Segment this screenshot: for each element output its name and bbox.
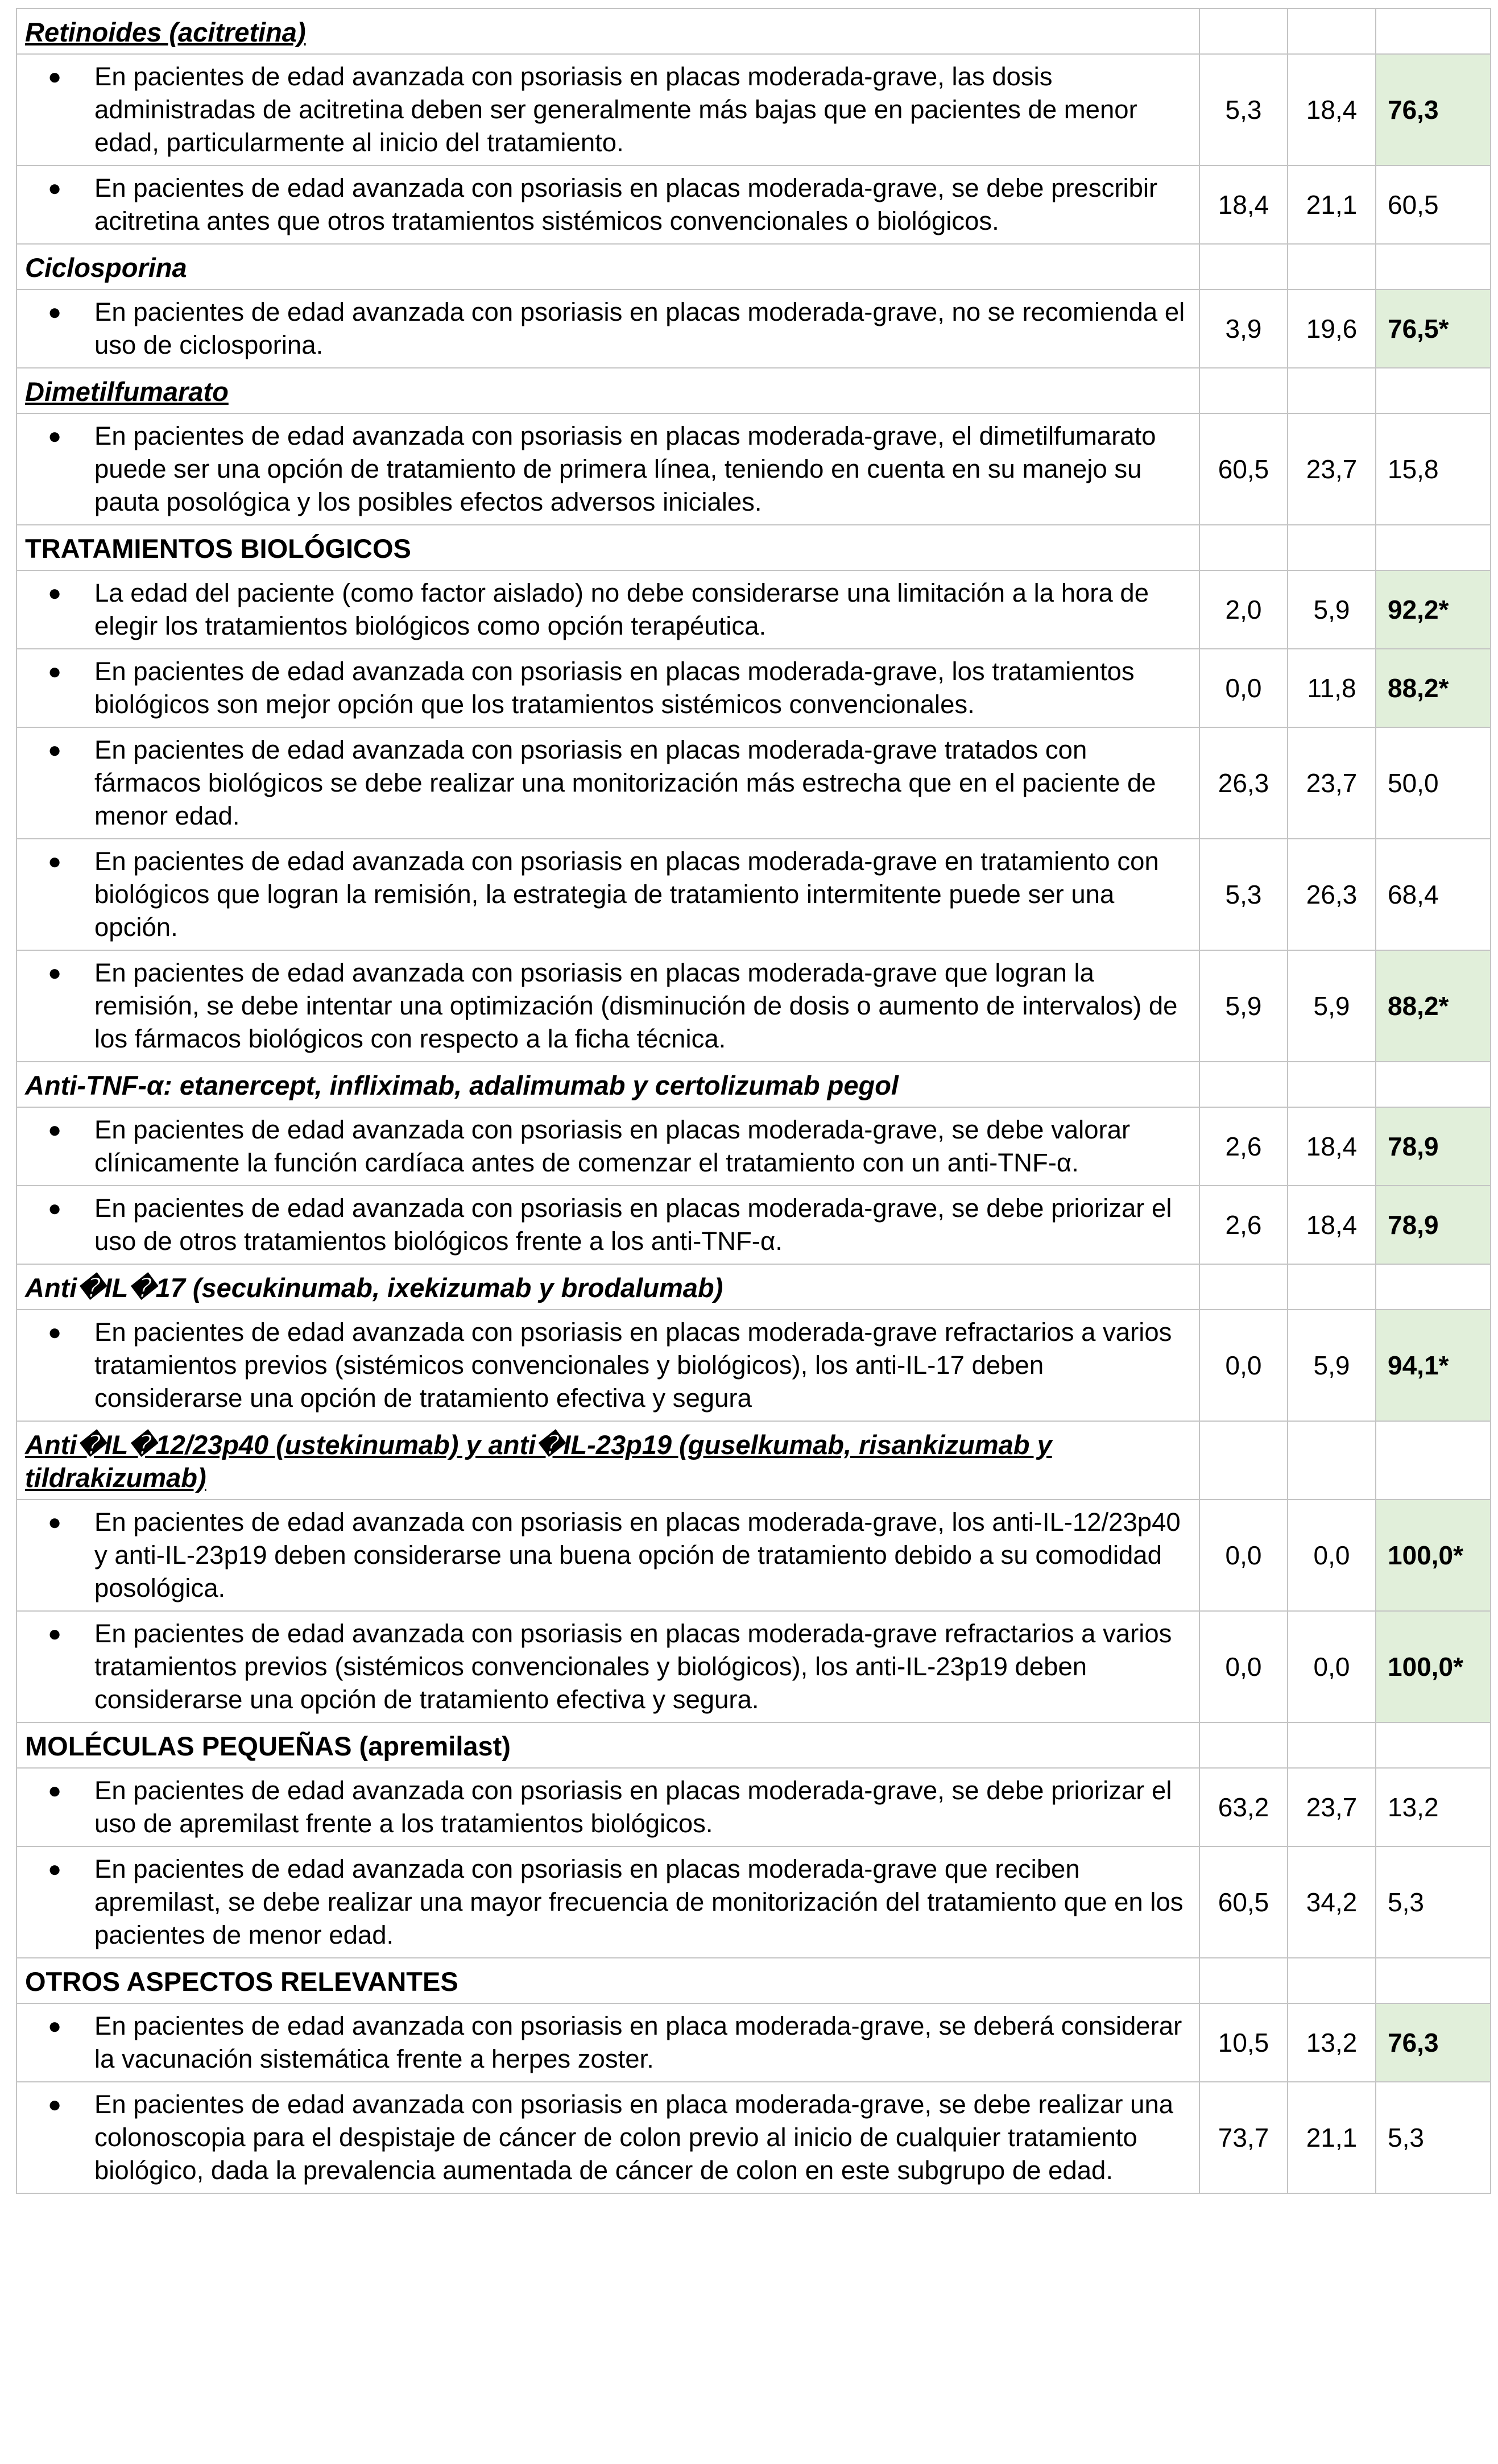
agree-percent-cell: 50,0 [1376, 727, 1491, 839]
section-cell [16, 1264, 1199, 1310]
section-heading: Dimetilfumarato [25, 376, 229, 407]
empty-cell [1199, 1421, 1288, 1500]
empty-cell [1376, 1062, 1491, 1107]
disagree-percent-cell: 60,5 [1199, 413, 1288, 525]
agree-percent-cell: 13,2 [1376, 1768, 1491, 1846]
agree-percent-cell: 94,1* [1376, 1310, 1491, 1421]
table-row [16, 1107, 1491, 1186]
neutral-percent-cell: 13,2 [1288, 2003, 1376, 2082]
statement-cell [16, 413, 1199, 525]
bullet-icon: ● [48, 581, 62, 606]
table-row [16, 1310, 1491, 1421]
statement-cell [16, 1310, 1199, 1421]
section-row [16, 525, 1491, 570]
statement-item [25, 655, 1191, 721]
section-row [16, 9, 1491, 54]
statement-text: En pacientes de edad avanzada con psoriasis en placas moderada-grave que reciben apremilast, se debe realizar una mayor frecuencia de monitorización del tratamiento que en los pacientes de menor edad. [94, 1854, 1183, 1949]
neutral-percent-cell: 0,0 [1288, 1611, 1376, 1722]
table-row [16, 165, 1491, 244]
statement-item [25, 734, 1191, 833]
agree-percent-cell: 5,3 [1376, 1846, 1491, 1958]
section-heading: Anti�IL�12/23p40 (ustekinumab) y anti�IL-23p19 (guselkumab, risankizumab y tildrakizumab) [25, 1430, 1052, 1493]
disagree-percent-cell: 0,0 [1199, 1611, 1288, 1722]
empty-cell [1288, 1722, 1376, 1768]
bullet-icon: ● [48, 424, 62, 449]
statement-item [25, 577, 1191, 643]
section-cell [16, 1722, 1199, 1768]
statement-item [25, 1853, 1191, 1952]
neutral-percent-cell: 34,2 [1288, 1846, 1376, 1958]
table-row [16, 54, 1491, 165]
disagree-percent-cell: 5,3 [1199, 839, 1288, 950]
empty-cell [1288, 9, 1376, 54]
table-row [16, 1611, 1491, 1722]
agree-percent-cell: 5,3 [1376, 2082, 1491, 2193]
section-row [16, 1722, 1491, 1768]
statement-text: En pacientes de edad avanzada con psoriasis en placas moderada-grave, se debe prescribir acitretina antes que otros tratamientos sistémicos convencionales o biológicos. [94, 173, 1158, 235]
table-row [16, 2003, 1491, 2082]
disagree-percent-cell: 0,0 [1199, 649, 1288, 727]
table-row [16, 1500, 1491, 1611]
section-cell [16, 525, 1199, 570]
table-row [16, 289, 1491, 368]
agree-percent-cell: 92,2* [1376, 570, 1491, 649]
empty-cell [1376, 525, 1491, 570]
statement-cell [16, 570, 1199, 649]
statement-text: En pacientes de edad avanzada con psoriasis en placas moderada-grave, no se recomienda el uso de ciclosporina. [94, 297, 1185, 359]
section-heading: Retinoides (acitretina) [25, 17, 306, 47]
statement-item [25, 1506, 1191, 1605]
table-body [16, 9, 1491, 2193]
neutral-percent-cell: 5,9 [1288, 950, 1376, 1062]
agree-percent-cell: 78,9 [1376, 1186, 1491, 1264]
neutral-percent-cell: 18,4 [1288, 1186, 1376, 1264]
section-cell [16, 244, 1199, 289]
neutral-percent-cell: 5,9 [1288, 570, 1376, 649]
neutral-percent-cell: 19,6 [1288, 289, 1376, 368]
disagree-percent-cell: 3,9 [1199, 289, 1288, 368]
statement-item [25, 1113, 1191, 1179]
empty-cell [1376, 368, 1491, 413]
empty-cell [1376, 1421, 1491, 1500]
section-row [16, 1062, 1491, 1107]
table-row [16, 570, 1491, 649]
section-heading: Anti-TNF-α: etanercept, infliximab, adalimumab y certolizumab pegol [25, 1070, 899, 1100]
disagree-percent-cell: 18,4 [1199, 165, 1288, 244]
section-heading: TRATAMIENTOS BIOLÓGICOS [25, 533, 411, 564]
empty-cell [1288, 1062, 1376, 1107]
statement-text: En pacientes de edad avanzada con psoriasis en placas moderada-grave, se debe priorizar el uso de apremilast frente a los tratamientos biológicos. [94, 1776, 1172, 1838]
disagree-percent-cell: 60,5 [1199, 1846, 1288, 1958]
statement-item [25, 60, 1191, 159]
statement-text: En pacientes de edad avanzada con psoriasis en placas moderada-grave, el dimetilfumarato puede ser una opción de tratamiento de primera línea, teniendo en cuenta en su manejo su pauta posológica y los posibles efectos adversos iniciales. [94, 421, 1156, 516]
neutral-percent-cell: 0,0 [1288, 1500, 1376, 1611]
bullet-icon: ● [48, 1857, 62, 1882]
agree-percent-cell: 100,0* [1376, 1611, 1491, 1722]
statement-text: En pacientes de edad avanzada con psoriasis en placas moderada-grave refractarios a varios tratamientos previos (sistémicos convencionales y biológicos), los anti-IL-23p19 deben considerarse una opción de tratamiento efectiva y segura. [94, 1619, 1172, 1714]
disagree-percent-cell: 26,3 [1199, 727, 1288, 839]
statement-cell [16, 950, 1199, 1062]
section-heading: Ciclosporina [25, 252, 187, 283]
empty-cell [1376, 9, 1491, 54]
agree-percent-cell: 76,5* [1376, 289, 1491, 368]
table-row [16, 2082, 1491, 2193]
disagree-percent-cell: 2,6 [1199, 1186, 1288, 1264]
empty-cell [1199, 9, 1288, 54]
statement-cell [16, 1768, 1199, 1846]
bullet-icon: ● [48, 1320, 62, 1345]
empty-cell [1376, 244, 1491, 289]
statement-item [25, 172, 1191, 238]
bullet-icon: ● [48, 1117, 62, 1142]
agree-percent-cell: 76,3 [1376, 54, 1491, 165]
agree-percent-cell: 88,2* [1376, 950, 1491, 1062]
agree-percent-cell: 68,4 [1376, 839, 1491, 950]
empty-cell [1199, 1264, 1288, 1310]
agree-percent-cell: 76,3 [1376, 2003, 1491, 2082]
table-row [16, 1768, 1491, 1846]
empty-cell [1199, 244, 1288, 289]
statement-item [25, 420, 1191, 519]
neutral-percent-cell: 21,1 [1288, 165, 1376, 244]
empty-cell [1376, 1264, 1491, 1310]
statement-item [25, 1316, 1191, 1415]
statement-text: En pacientes de edad avanzada con psoriasis en placas moderada-grave, las dosis administradas de acitretina deben ser generalmente más bajas que en pacientes de menor edad, particularmente al inicio del tratamiento. [94, 62, 1137, 157]
statement-cell [16, 54, 1199, 165]
statement-cell [16, 649, 1199, 727]
statement-item [25, 296, 1191, 362]
empty-cell [1288, 525, 1376, 570]
neutral-percent-cell: 23,7 [1288, 1768, 1376, 1846]
bullet-icon: ● [48, 738, 62, 763]
section-cell [16, 368, 1199, 413]
disagree-percent-cell: 5,9 [1199, 950, 1288, 1062]
empty-cell [1288, 1958, 1376, 2003]
empty-cell [1376, 1958, 1491, 2003]
empty-cell [1376, 1722, 1491, 1768]
bullet-icon: ● [48, 1196, 62, 1221]
statement-text: En pacientes de edad avanzada con psoriasis en placas moderada-grave, los anti-IL-12/23p40 y anti-IL-23p19 deben considerarse una buena opción de tratamiento debido a su comodidad posológica. [94, 1508, 1181, 1602]
bullet-icon: ● [48, 2092, 62, 2117]
statement-item [25, 1192, 1191, 1258]
neutral-percent-cell: 18,4 [1288, 54, 1376, 165]
empty-cell [1199, 1062, 1288, 1107]
disagree-percent-cell: 5,3 [1199, 54, 1288, 165]
section-heading: Anti�IL�17 (secukinumab, ixekizumab y brodalumab) [25, 1273, 723, 1303]
statement-cell [16, 2082, 1199, 2193]
statement-text: En pacientes de edad avanzada con psoriasis en placas moderada-grave refractarios a varios tratamientos previos (sistémicos convencionales y biológicos), los anti-IL-17 deben considerarse una opción de tratamiento efectiva y segura [94, 1318, 1172, 1413]
statement-text: En pacientes de edad avanzada con psoriasis en placas moderada-grave, se debe priorizar el uso de otros tratamientos biológicos frente a los anti-TNF-α. [94, 1194, 1172, 1256]
neutral-percent-cell: 18,4 [1288, 1107, 1376, 1186]
empty-cell [1288, 368, 1376, 413]
agree-percent-cell: 100,0* [1376, 1500, 1491, 1611]
empty-cell [1288, 1421, 1376, 1500]
section-row [16, 1264, 1491, 1310]
disagree-percent-cell: 2,0 [1199, 570, 1288, 649]
statement-cell [16, 289, 1199, 368]
bullet-icon: ● [48, 300, 62, 325]
consensus-table [16, 8, 1491, 2194]
consensus-table-page [16, 8, 1490, 2194]
statement-cell [16, 2003, 1199, 2082]
statement-text: En pacientes de edad avanzada con psoriasis en placas moderada-grave, se debe valorar clínicamente la función cardíaca antes de comenzar el tratamiento con un anti-TNF-α. [94, 1115, 1131, 1177]
agree-percent-cell: 15,8 [1376, 413, 1491, 525]
statement-text: En pacientes de edad avanzada con psoriasis en placas moderada-grave, los tratamientos biológicos son mejor opción que los tratamientos sistémicos convencionales. [94, 657, 1135, 719]
neutral-percent-cell: 11,8 [1288, 649, 1376, 727]
statement-text: En pacientes de edad avanzada con psoriasis en placa moderada-grave, se debe realizar una colonoscopia para el despistaje de cáncer de colon previo al inicio de cualquier tratamiento biológico, dada la prevalencia aumentada de cáncer de colon en este subgrupo de edad. [94, 2090, 1174, 2185]
bullet-icon: ● [48, 849, 62, 874]
bullet-icon: ● [48, 64, 62, 89]
neutral-percent-cell: 21,1 [1288, 2082, 1376, 2193]
empty-cell [1288, 1264, 1376, 1310]
section-cell [16, 1421, 1199, 1500]
statement-text: En pacientes de edad avanzada con psoriasis en placa moderada-grave, se deberá considerar la vacunación sistemática frente a herpes zoster. [94, 2011, 1182, 2073]
section-cell [16, 1062, 1199, 1107]
statement-item [25, 2088, 1191, 2187]
bullet-icon: ● [48, 659, 62, 684]
empty-cell [1288, 244, 1376, 289]
neutral-percent-cell: 23,7 [1288, 727, 1376, 839]
bullet-icon: ● [48, 2014, 62, 2039]
bullet-icon: ● [48, 176, 62, 201]
empty-cell [1199, 1958, 1288, 2003]
statement-cell [16, 1500, 1199, 1611]
disagree-percent-cell: 63,2 [1199, 1768, 1288, 1846]
statement-cell [16, 1846, 1199, 1958]
table-row [16, 727, 1491, 839]
agree-percent-cell: 78,9 [1376, 1107, 1491, 1186]
agree-percent-cell: 60,5 [1376, 165, 1491, 244]
statement-cell [16, 165, 1199, 244]
bullet-icon: ● [48, 1778, 62, 1803]
neutral-percent-cell: 5,9 [1288, 1310, 1376, 1421]
statement-item [25, 1774, 1191, 1840]
table-row [16, 1846, 1491, 1958]
bullet-icon: ● [48, 960, 62, 985]
statement-cell [16, 839, 1199, 950]
empty-cell [1199, 368, 1288, 413]
statement-text: En pacientes de edad avanzada con psoriasis en placas moderada-grave en tratamiento con biológicos que logran la remisión, la estrategia de tratamiento intermitente puede ser una opción. [94, 847, 1159, 942]
statement-cell [16, 1611, 1199, 1722]
disagree-percent-cell: 10,5 [1199, 2003, 1288, 2082]
section-row [16, 1958, 1491, 2003]
table-row [16, 839, 1491, 950]
statement-cell [16, 727, 1199, 839]
statement-item [25, 1617, 1191, 1716]
bullet-icon: ● [48, 1510, 62, 1535]
table-row [16, 649, 1491, 727]
section-cell [16, 9, 1199, 54]
table-row [16, 413, 1491, 525]
section-heading: OTROS ASPECTOS RELEVANTES [25, 1966, 458, 1997]
section-heading: MOLÉCULAS PEQUEÑAS (apremilast) [25, 1731, 511, 1761]
table-row [16, 1186, 1491, 1264]
section-row [16, 368, 1491, 413]
statement-text: En pacientes de edad avanzada con psoriasis en placas moderada-grave tratados con fármacos biológicos se debe realizar una monitorización más estrecha que en el paciente de menor edad. [94, 735, 1156, 830]
section-row [16, 244, 1491, 289]
section-row [16, 1421, 1491, 1500]
disagree-percent-cell: 0,0 [1199, 1310, 1288, 1421]
disagree-percent-cell: 0,0 [1199, 1500, 1288, 1611]
statement-item [25, 845, 1191, 944]
neutral-percent-cell: 26,3 [1288, 839, 1376, 950]
empty-cell [1199, 525, 1288, 570]
table-row [16, 950, 1491, 1062]
bullet-icon: ● [48, 1621, 62, 1646]
statement-text: La edad del paciente (como factor aislado) no debe considerarse una limitación a la hora de elegir los tratamientos biológicos como opción terapéutica. [94, 578, 1149, 640]
statement-cell [16, 1107, 1199, 1186]
statement-text: En pacientes de edad avanzada con psoriasis en placas moderada-grave que logran la remisión, se debe intentar una optimización (disminución de dosis o aumento de intervalos) de los fármacos biológicos con respecto a la ficha técnica. [94, 958, 1178, 1053]
statement-item [25, 2010, 1191, 2076]
statement-item [25, 956, 1191, 1055]
neutral-percent-cell: 23,7 [1288, 413, 1376, 525]
section-cell [16, 1958, 1199, 2003]
empty-cell [1199, 1722, 1288, 1768]
disagree-percent-cell: 2,6 [1199, 1107, 1288, 1186]
agree-percent-cell: 88,2* [1376, 649, 1491, 727]
disagree-percent-cell: 73,7 [1199, 2082, 1288, 2193]
statement-cell [16, 1186, 1199, 1264]
